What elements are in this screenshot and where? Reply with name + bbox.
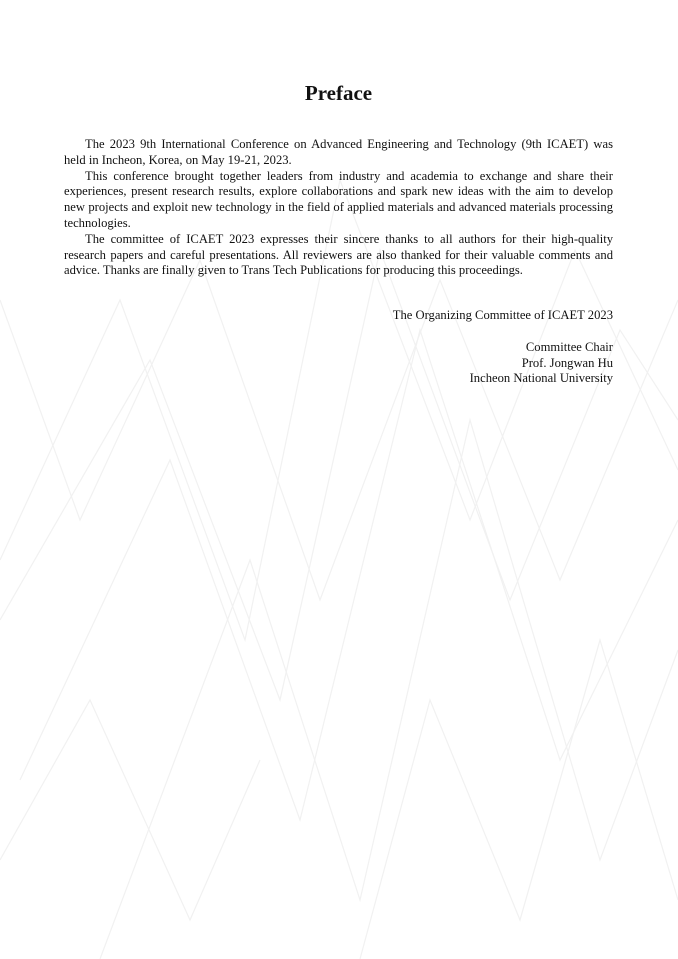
chair-role: Committee Chair	[525, 339, 613, 354]
chair-name: Prof. Jongwan Hu	[521, 355, 613, 370]
preface-paragraph: The 2023 9th International Conference on Advanced Engineering and Technology (9th ICAET) was held in Incheon, Korea, on May 19-21, 2023.	[64, 137, 613, 167]
signature-block	[393, 308, 613, 387]
committee-name: The Organizing Committee of ICAET 2023	[392, 308, 613, 322]
preface-paragraph: This conference brought together leaders from industry and academia to exchange and share their experiences, present research results, explore collaborations and spark new ideas with the aim to develop new projects and exploit new technology in the field of applied materials and advanced materials processing technologies.	[64, 168, 613, 230]
chair-affiliation: Incheon National University	[469, 371, 613, 386]
page-title: Preface	[304, 81, 373, 105]
preface-body	[64, 137, 613, 279]
preface-paragraph: The committee of ICAET 2023 expresses their sincere thanks to all authors for their high-quality research papers and careful presentations. All reviewers are also thanked for their valuable comments and advice. Thanks are finally given to Trans Tech Publications for producing this proceedings.	[64, 231, 613, 278]
